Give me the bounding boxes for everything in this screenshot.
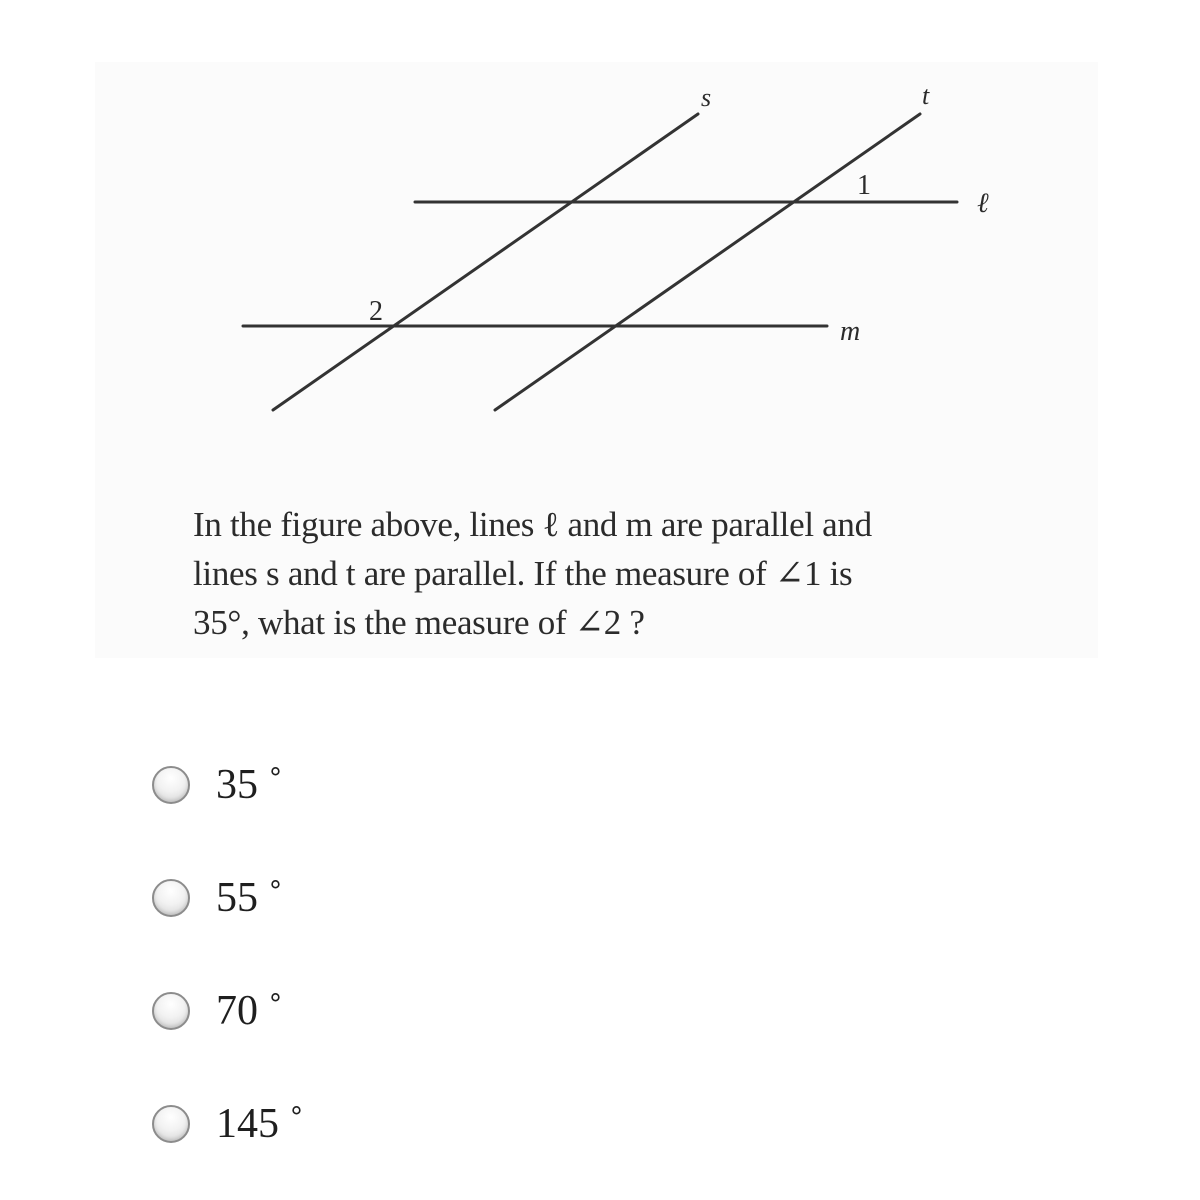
label-angle-2: 2	[369, 296, 383, 327]
line-s	[273, 114, 698, 410]
label-l: ℓ	[977, 188, 989, 219]
choice-55[interactable]	[152, 868, 283, 928]
choice-35[interactable]	[152, 755, 283, 815]
line-t	[495, 114, 920, 410]
label-s: s	[701, 83, 712, 112]
figure-svg	[95, 62, 1098, 492]
radio-button[interactable]	[152, 992, 190, 1030]
question-line-2: lines s and t are parallel. If the measure of ∠1 is	[193, 554, 853, 593]
label-t: t	[922, 81, 930, 110]
label-m: m	[840, 316, 861, 347]
radio-button[interactable]	[152, 766, 190, 804]
question-line-3: 35°, what is the measure of ∠2 ?	[193, 603, 645, 642]
choice-label[interactable]: 35 ˚	[216, 762, 283, 808]
parallel-lines-figure	[95, 62, 1098, 492]
radio-button[interactable]	[152, 1105, 190, 1143]
question-image	[95, 62, 1098, 658]
question-text	[193, 500, 1013, 647]
label-angle-1: 1	[857, 170, 871, 201]
choice-label[interactable]: 70 ˚	[216, 988, 283, 1034]
choice-label[interactable]: 55 ˚	[216, 875, 283, 921]
radio-button[interactable]	[152, 879, 190, 917]
question-line-1: In the figure above, lines ℓ and m are parallel and	[193, 505, 872, 544]
choice-145[interactable]	[152, 1094, 304, 1154]
choice-label[interactable]: 145 ˚	[216, 1101, 304, 1147]
choice-70[interactable]	[152, 981, 283, 1041]
